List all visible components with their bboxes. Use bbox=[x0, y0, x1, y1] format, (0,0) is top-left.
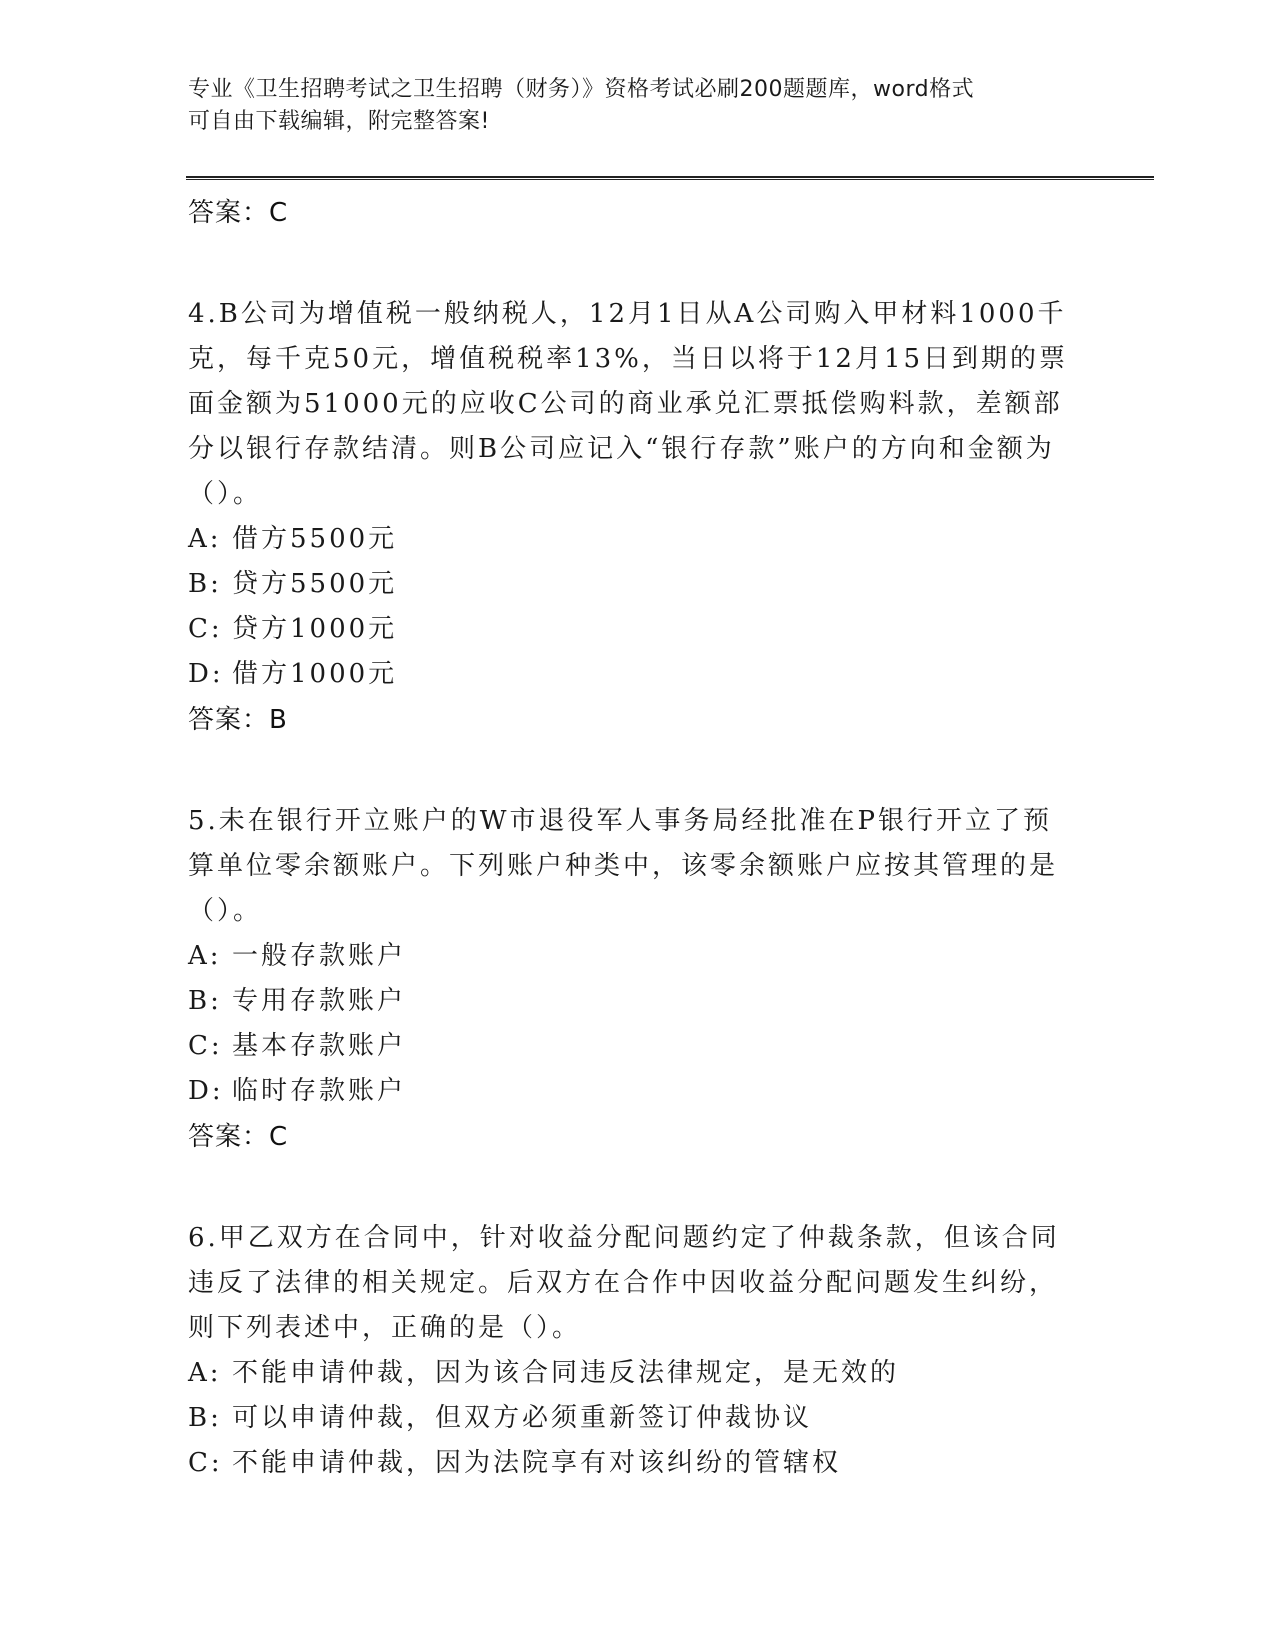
answer-value: B bbox=[269, 705, 287, 735]
answer-label: 答案： bbox=[188, 1122, 270, 1152]
option-b bbox=[188, 979, 1078, 1024]
document-body bbox=[188, 190, 1078, 1486]
answer-value: C bbox=[269, 1122, 288, 1152]
option-text: 一般存款账户 bbox=[232, 941, 407, 971]
answer-label: 答案： bbox=[188, 705, 270, 735]
option-text: 不能申请仲裁，因为该合同违反法律规定，是无效的 bbox=[232, 1358, 900, 1388]
option-letter: B: bbox=[188, 1403, 222, 1433]
option-letter: B: bbox=[188, 986, 222, 1016]
option-d bbox=[188, 1069, 1078, 1114]
option-letter: A: bbox=[188, 941, 222, 971]
option-b bbox=[188, 1396, 1078, 1441]
question-stem: 6.甲乙双方在合同中，针对收益分配问题约定了仲裁条款，但该合同违反了法律的相关规定。后双方在合作中因收益分配问题发生纠纷，则下列表述中，正确的是（）。 bbox=[188, 1223, 1060, 1343]
option-letter: A: bbox=[188, 524, 222, 554]
option-text: 贷方1000元 bbox=[232, 614, 398, 644]
option-text: 专用存款账户 bbox=[232, 986, 407, 1016]
option-c bbox=[188, 1024, 1078, 1069]
answer-line bbox=[188, 697, 1078, 743]
option-text: 贷方5500元 bbox=[232, 569, 398, 599]
option-a bbox=[188, 517, 1078, 562]
answer-value: C bbox=[269, 198, 288, 228]
option-letter: B: bbox=[188, 569, 222, 599]
answer-line bbox=[188, 1114, 1078, 1160]
option-d bbox=[188, 652, 1078, 697]
question-block bbox=[188, 1216, 1078, 1486]
header-line-1: 专业《卫生招聘考试之卫生招聘（财务）》资格考试必刷200题题库，word格式 bbox=[188, 77, 975, 102]
header-line-2: 可自由下载编辑，附完整答案! bbox=[188, 109, 490, 134]
option-b bbox=[188, 562, 1078, 607]
option-letter: C: bbox=[188, 1031, 223, 1061]
option-a bbox=[188, 1351, 1078, 1396]
option-text: 借方1000元 bbox=[232, 659, 398, 689]
option-letter: C: bbox=[188, 1448, 223, 1478]
question-stem: 4.B公司为增值税一般纳税人，12月1日从A公司购入甲材料1000千克，每千克50元，增值税税率13%，当日以将于12月15日到期的票面金额为51000元的应收C公司的商业承兑汇票抵偿购料款，差额部分以银行存款结清。则B公司应记入“银行存款”账户的方向和金额为（）。 bbox=[188, 299, 1069, 509]
question-stem: 5.未在银行开立账户的W市退役军人事务局经批准在P银行开立了预算单位零余额账户。下列账户种类中，该零余额账户应按其管理的是（）。 bbox=[188, 806, 1059, 926]
option-text: 基本存款账户 bbox=[232, 1031, 407, 1061]
option-letter: D: bbox=[188, 659, 224, 689]
answer-line bbox=[188, 190, 1078, 236]
option-letter: A: bbox=[188, 1358, 222, 1388]
option-c bbox=[188, 1441, 1078, 1486]
header-divider bbox=[186, 176, 1154, 180]
page-header bbox=[188, 74, 1078, 138]
option-text: 借方5500元 bbox=[232, 524, 398, 554]
option-text: 可以申请仲裁，但双方必须重新签订仲裁协议 bbox=[232, 1403, 813, 1433]
question-block bbox=[188, 799, 1078, 1160]
option-a bbox=[188, 934, 1078, 979]
option-letter: D: bbox=[188, 1076, 224, 1106]
option-letter: C: bbox=[188, 614, 223, 644]
option-text: 不能申请仲裁，因为法院享有对该纠纷的管辖权 bbox=[232, 1448, 842, 1478]
answer-label: 答案： bbox=[188, 198, 270, 228]
question-block bbox=[188, 292, 1078, 743]
option-c bbox=[188, 607, 1078, 652]
option-text: 临时存款账户 bbox=[232, 1076, 407, 1106]
